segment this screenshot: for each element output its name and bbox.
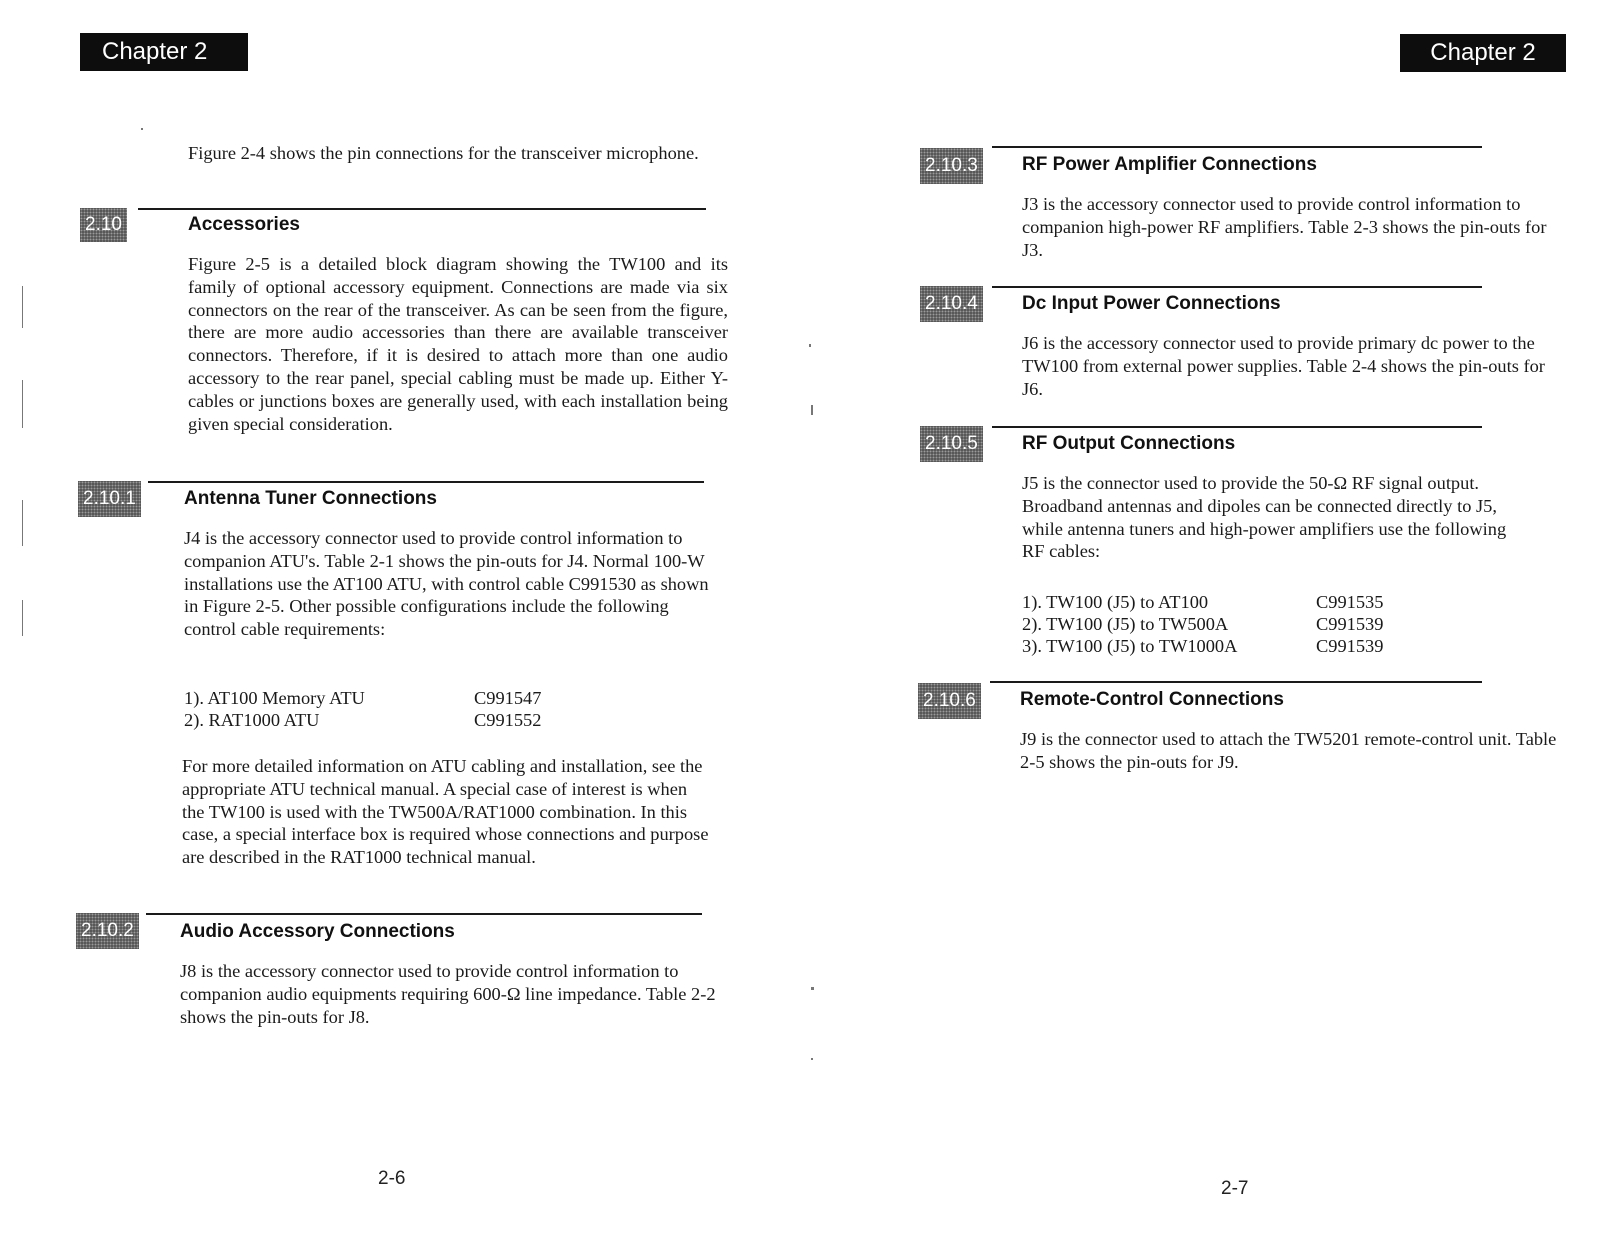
- section-paragraph: J5 is the connector used to provide the 50-Ω RF signal output. Broadband antennas and dipoles can be connected directly to J5, while antenna tuners and high-power amplifiers use the following RF cables:: [1022, 473, 1507, 562]
- section-title: Antenna Tuner Connections: [184, 488, 437, 509]
- section-2-10-4: [920, 286, 1570, 406]
- scan-speck: [22, 286, 23, 328]
- section-title: RF Output Connections: [1022, 433, 1236, 454]
- intro-paragraph: Figure 2-4 shows the pin connections for the transceiver microphone.: [188, 143, 699, 163]
- scan-speck: [809, 344, 811, 347]
- section-rule: [990, 681, 1482, 683]
- scan-speck: [22, 380, 23, 428]
- section-title: RF Power Amplifier Connections: [1022, 154, 1317, 175]
- section-rule: [992, 426, 1482, 428]
- list-item: [1022, 591, 1442, 613]
- list-item: [1022, 635, 1442, 657]
- list-item-label: 2). TW100 (J5) to TW500A: [1022, 614, 1229, 634]
- scan-speck: [811, 1058, 813, 1060]
- section-paragraph: J3 is the accessory connector used to provide control information to companion high-power RF amplifiers. Table 2-3 shows the pin-outs for J3.: [1022, 194, 1547, 260]
- list-item-code: C991552: [474, 710, 542, 730]
- section-rule: [992, 146, 1482, 148]
- list-item: [1022, 613, 1442, 635]
- section-rule: [992, 286, 1482, 288]
- section-number-badge: 2.10.5: [920, 426, 983, 462]
- list-item-code: C991539: [1316, 636, 1384, 656]
- list-item-code: C991547: [474, 688, 542, 708]
- section-paragraph: For more detailed information on ATU cabling and installation, see the appropriate ATU technical manual. A special case of interest is when the TW100 is used with the TW500A/RAT1000 combination. In this case, a special interface box is required whose connections and purpose are described in the RAT1000 technical manual.: [182, 756, 709, 868]
- section-2-10-6: [918, 681, 1568, 791]
- section-title: Accessories: [188, 214, 300, 235]
- section-2-10-5: [920, 426, 1570, 666]
- section-2-10-3: [920, 146, 1570, 266]
- section-paragraph: J8 is the accessory connector used to provide control information to companion audio equipments requiring 600-Ω line impedance. Table 2-2 shows the pin-outs for J8.: [180, 961, 716, 1027]
- scan-speck: [22, 500, 23, 546]
- scan-speck: [22, 600, 23, 636]
- section-paragraph: Figure 2-5 is a detailed block diagram showing the TW100 and its family of optional accessory equipment. Connections are made via six connectors on the rear of the transceiver. As can be seen from the figure, there are more audio accessories than there are available transceiver connectors. Therefore, if it is desired to attach more than one audio accessory to the rear panel, special cabling must be made up. Either Y-cables or junctions boxes are generally used, with each installation being given special consideration.: [188, 254, 728, 434]
- section-title: Dc Input Power Connections: [1022, 293, 1281, 314]
- section-2-10-2: [76, 913, 716, 1043]
- list-item-label: 3). TW100 (J5) to TW1000A: [1022, 636, 1238, 656]
- section-number-badge: 2.10.3: [920, 148, 983, 184]
- scan-speck: [811, 405, 813, 415]
- scan-speck: [141, 128, 143, 130]
- section-number-badge: 2.10.2: [76, 913, 139, 949]
- section-title: Audio Accessory Connections: [180, 921, 455, 942]
- section-title: Remote-Control Connections: [1020, 689, 1284, 710]
- section-number-badge: 2.10.6: [918, 683, 981, 719]
- chapter-tab-left: Chapter 2: [80, 33, 248, 71]
- rf-cable-list: [1022, 591, 1442, 657]
- section-rule: [138, 208, 706, 210]
- section-rule: [146, 913, 702, 915]
- section-number-badge: 2.10: [80, 208, 127, 242]
- list-item: [184, 709, 604, 731]
- page-number-left: 2-6: [378, 1168, 406, 1189]
- section-paragraph: J9 is the connector used to attach the TW5201 remote-control unit. Table 2-5 shows the pin-outs for J9.: [1020, 729, 1557, 772]
- list-item-code: C991539: [1316, 614, 1384, 634]
- list-item: [184, 687, 604, 709]
- list-item-label: 2). RAT1000 ATU: [184, 710, 320, 730]
- section-number-badge: 2.10.4: [920, 286, 983, 322]
- section-number-badge: 2.10.1: [78, 481, 141, 517]
- scan-speck: [811, 987, 814, 990]
- section-paragraph: J6 is the accessory connector used to provide primary dc power to the TW100 from external power supplies. Table 2-4 shows the pin-outs for J6.: [1022, 333, 1545, 399]
- cable-list: [184, 687, 604, 731]
- list-item-label: 1). AT100 Memory ATU: [184, 688, 365, 708]
- list-item-code: C991535: [1316, 592, 1384, 612]
- chapter-tab-right: Chapter 2: [1400, 34, 1566, 72]
- section-paragraph: J4 is the accessory connector used to provide control information to companion ATU's. Table 2-1 shows the pin-outs for J4. Normal 100-W installations use the AT100 ATU, with control cable C991530 as shown in Figure 2-5. Other possible configurations include the following control cable requirements:: [184, 528, 709, 640]
- section-2-10-1: [78, 481, 718, 901]
- page-number-right: 2-7: [1221, 1178, 1249, 1199]
- section-rule: [148, 481, 704, 483]
- list-item-label: 1). TW100 (J5) to AT100: [1022, 592, 1209, 612]
- section-2-10: [80, 208, 728, 468]
